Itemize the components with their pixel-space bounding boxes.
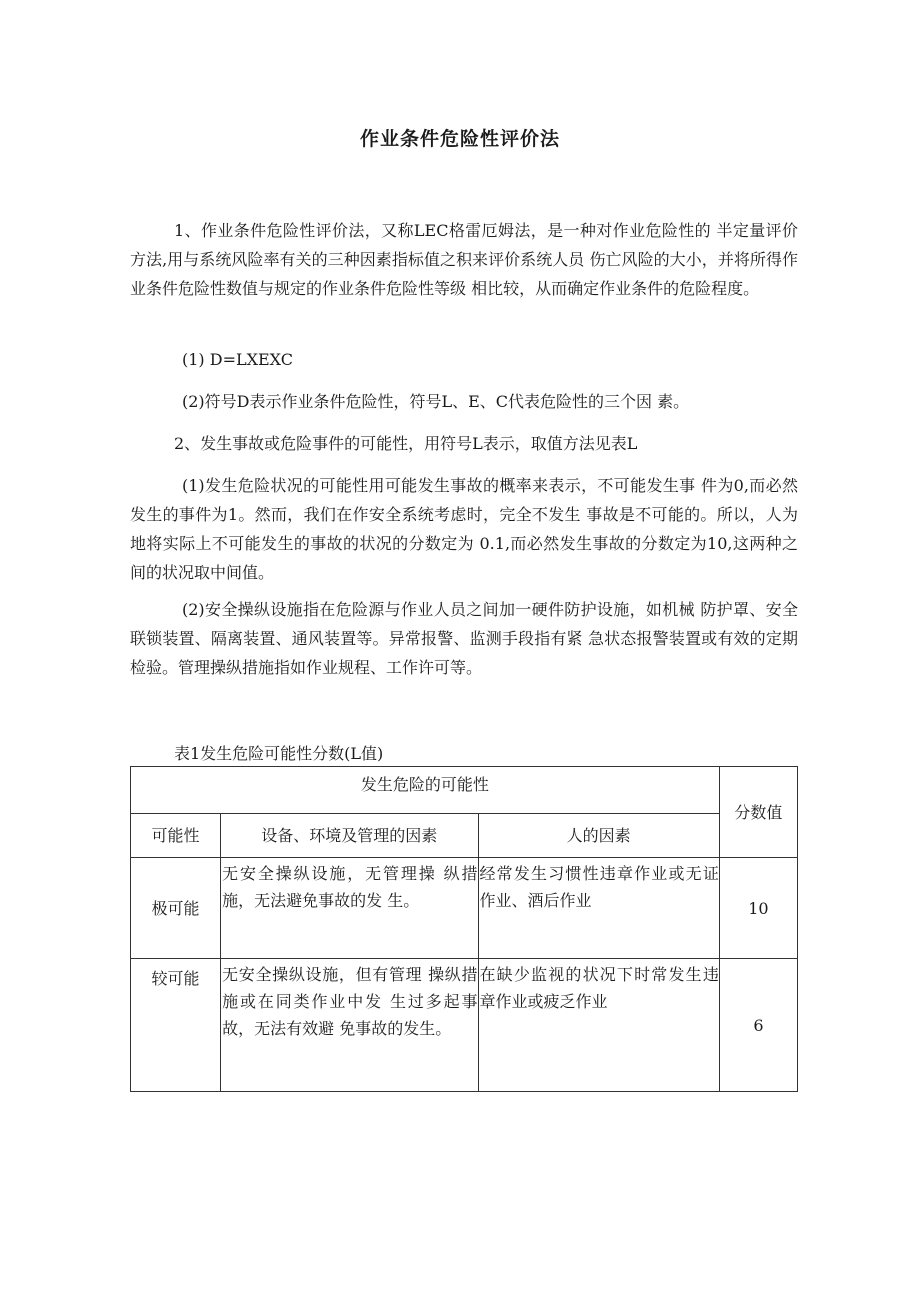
row-level: 极可能	[131, 858, 221, 959]
row-human: 在缺少监视的状况下时常发生违章作业或疲乏作业	[478, 959, 719, 1092]
paragraph-safety-controls: (2)安全操纵设施指在危险源与作业人员之间加一硬件防护设施，如机械 防护罩、安全联锁装置、隔离装置、通风装置等。异常报警、监测手段指有紧 急状态报警装置或有效的定期检验。管理操纵措施指如作业规程、工作许可等。	[130, 600, 798, 677]
paragraph-probability: (1)发生危险状况的可能性用可能发生事故的概率来表示，不可能发生事 件为0,而必然发生的事件为1。然而，我们在作安全系统考虑时，完全不发生 事故是不可能的。所以，人为地将实际上不可能发生的事故的状况的分数定为 0.1,而必然发生事故的分数定为10,这两种之间的状况取中间值。	[130, 476, 798, 582]
row-equipment: 无安全操纵设施，无管理操 纵措施，无法避免事故的发 生。	[221, 858, 478, 959]
row-human: 经常发生习惯性违章作业或无证作业、酒后作业	[478, 858, 719, 959]
row-level: 较可能	[131, 959, 221, 1092]
table-caption: 表1发生危险可能性分数(L值)	[174, 744, 384, 763]
subheader-level: 可能性	[131, 814, 221, 858]
subheader-equipment: 设备、环境及管理的因素	[221, 814, 478, 858]
row-equipment: 无安全操纵设施，但有管理 操纵措施或在同类作业中发 生过多起事故，无法有效避 免事故的发生。	[221, 959, 478, 1092]
row-score: 10	[719, 858, 797, 959]
paragraph-lec-intro: 1、作业条件危险性评价法，又称LEC格雷厄姆法，是一种对作业危险性的 半定量评价方法,用与系统风险率有关的三种因素指标值之积来评价系统人员 伤亡风险的大小，并将所得作业条件危险性数值与规定的作业条件危险性等级 相比较，从而确定作业条件的危险程度。	[130, 221, 798, 298]
header-score: 分数值	[719, 767, 797, 858]
document-title: 作业条件危险性评价法	[359, 128, 560, 150]
table-row	[131, 959, 798, 1092]
table-subheader-row	[131, 814, 798, 858]
paragraph-symbol-definition: (2)符号D表示作业条件危险性，符号L、E、C代表危险性的三个因 素。	[182, 392, 690, 411]
paragraph-likelihood-heading: 2、发生事故或危险事件的可能性，用符号L表示，取值方法见表L	[174, 434, 638, 453]
subheader-human: 人的因素	[478, 814, 719, 858]
likelihood-score-table	[130, 766, 798, 1092]
table-row	[131, 858, 798, 959]
paragraph-formula: (1) D=LXEXC	[182, 350, 294, 369]
table-header-row	[131, 767, 798, 814]
header-likelihood: 发生危险的可能性	[131, 767, 720, 814]
row-score: 6	[719, 959, 797, 1092]
